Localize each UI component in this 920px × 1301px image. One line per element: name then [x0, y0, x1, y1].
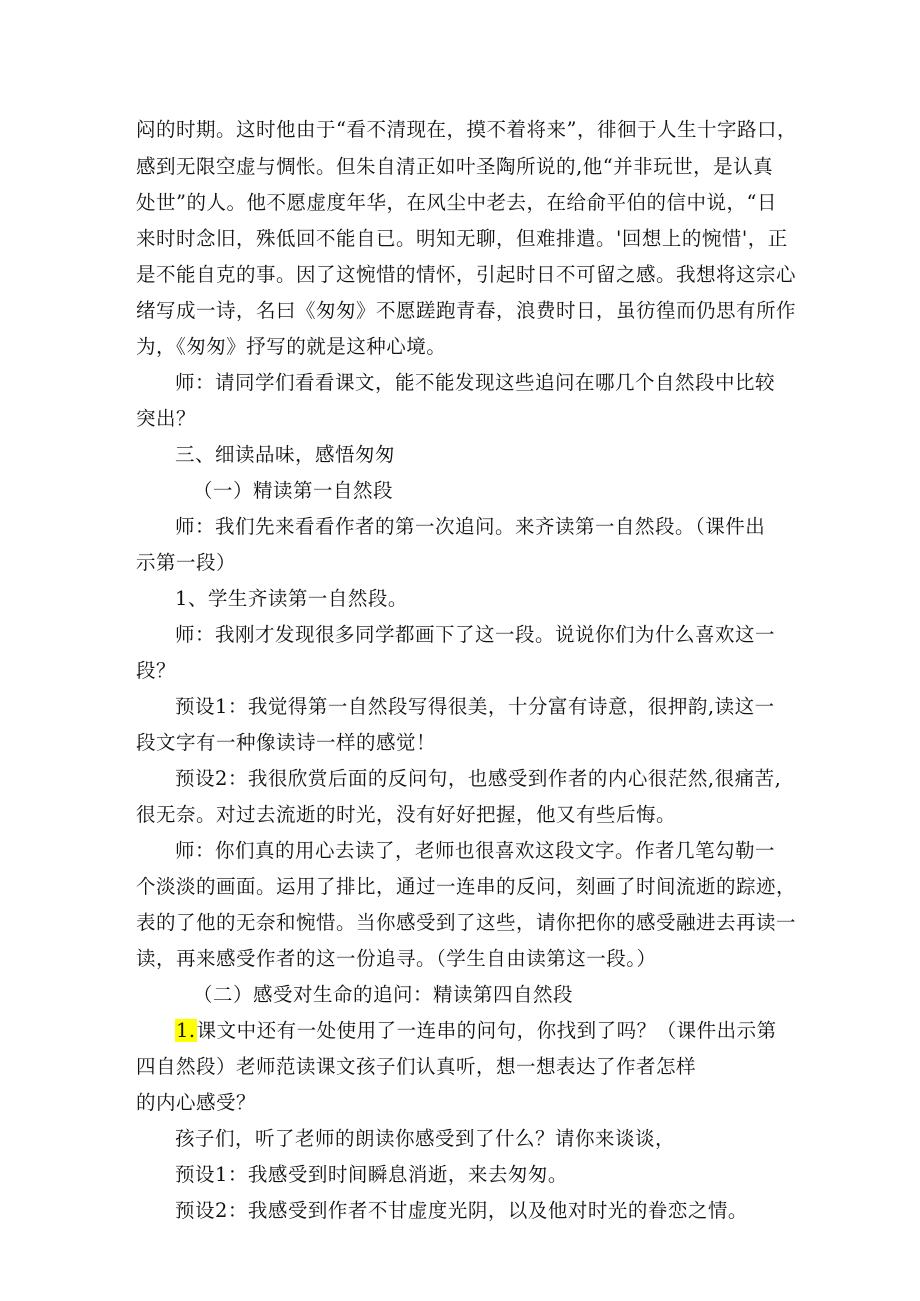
text-line: 处世”的人。他不愿虚度年华，在风尘中老去，在给俞平伯的信中说，“日: [136, 191, 777, 214]
text-line: 师：请同学们看看课文，能不能发现这些追问在哪几个自然段中比较: [175, 371, 776, 394]
text-line: 师：我们先来看看作者的第一次追问。来齐读第一自然段。（课件出: [175, 515, 766, 538]
text-line: 表的了他的无奈和惋惜。当你感受到了这些，请你把你的感受融进去再读一: [136, 911, 797, 934]
text-line: 是不能自克的事。因了这惋惜的情怀，引起时日不可留之感。我想将这宗心: [136, 263, 797, 286]
text-line: 四自然段）老师范读课文孩子们认真听，想一想表达了作者怎样: [136, 1055, 697, 1078]
highlighted-number: 1.: [176, 1019, 196, 1042]
text-line: 突出？: [136, 407, 197, 430]
subsection-heading: （一）精读第一自然段: [193, 479, 394, 502]
text-line: 感到无限空虚与惆怅。但朱自清正如叶圣陶所说的,他“并非玩世，是认真: [136, 155, 774, 178]
subsection-heading: （二）感受对生命的追问：精读第四自然段: [193, 983, 574, 1006]
text-span: 课文中还有一处使用了一连串的问句，你找到了吗？（课件出示第: [196, 1019, 777, 1042]
text-line: 预设2：我很欣赏后面的反问句，也感受到作者的内心很茫然,很痛苦,: [175, 767, 782, 790]
text-line: 示第一段）: [136, 551, 237, 574]
text-line: 段文字有一种像读诗一样的感觉！: [136, 731, 437, 754]
text-line: 1、学生齐读第一自然段。: [175, 587, 408, 610]
text-line: 预设1：我觉得第一自然段写得很美，十分富有诗意，很押韵,读这一: [175, 695, 775, 718]
text-line: 师：你们真的用心去读了，老师也很喜欢这段文字。作者几笔勾勒一: [175, 839, 776, 862]
text-line: 读，再来感受作者的这一份追寻。（学生自由读第这一段。）: [136, 947, 657, 970]
text-line: 为，《匆匆》抒写的就是这种心境。: [136, 335, 447, 358]
text-line: 来时时念旧，殊低回不能自已。明知无聊，但难排遣。'回想上的惋惜'，正: [136, 227, 788, 250]
section-heading: 三、细读品味，感悟匆匆: [175, 443, 396, 466]
text-line: 孩子们，听了老师的朗读你感受到了什么？请你来谈谈，: [175, 1127, 676, 1150]
text-line: 很无奈。对过去流逝的时光，没有好好把握，他又有些后悔。: [136, 803, 677, 826]
text-line: 段？: [136, 659, 177, 682]
text-line: [175, 1019, 777, 1043]
text-line: 的内心感受？: [136, 1091, 257, 1114]
text-line: 师：我刚才发现很多同学都画下了这一段。说说你们为什么喜欢这一: [175, 623, 776, 646]
text-line: 闷的时期。这时他由于“看不清现在，摸不着将来”，徘徊于人生十字路口，: [136, 118, 797, 141]
text-line: 绪写成一诗，名曰《匆匆》不愿蹉跑青春，浪费时日，虽彷徨而仍思有所作: [136, 299, 797, 322]
text-line: 预设1：我感受到时间瞬息消逝，来去匆匆。: [175, 1163, 568, 1186]
text-line: 预设2：我感受到作者不甘虚度光阴，以及他对时光的眷恋之情。: [175, 1199, 748, 1222]
text-line: 个淡淡的画面。运用了排比，通过一连串的反问，刻画了时间流逝的踪迹，: [136, 875, 797, 898]
